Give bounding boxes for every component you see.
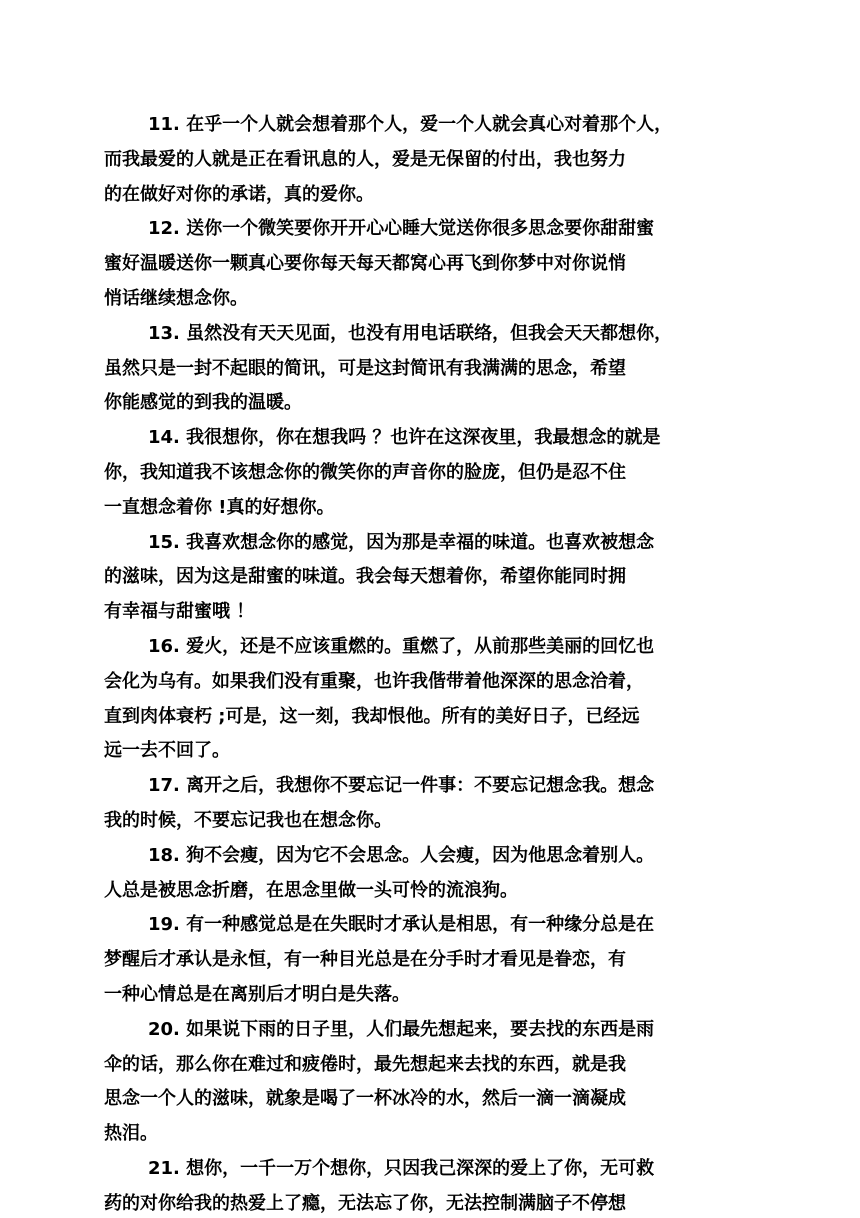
- paragraph-number: 11.: [148, 114, 180, 135]
- paragraph-line: [104, 247, 704, 282]
- paragraph-line: [104, 804, 704, 839]
- paragraph: [104, 1013, 704, 1152]
- paragraph: [104, 526, 704, 630]
- line-text: 我喜欢想念你的感觉，因为那是幸福的味道。也喜欢被想念: [186, 531, 655, 553]
- article-body: [104, 108, 704, 1218]
- line-text: 在乎一个人就会想着那个人，爱一个人就会真心对着那个人，: [186, 114, 673, 135]
- line-text: 的滋味，因为这是甜蜜的味道。我会每天想着你，希望你能同时拥: [104, 566, 626, 588]
- paragraph-first-line: [104, 108, 704, 143]
- paragraph-line: [104, 1048, 704, 1083]
- paragraph: [104, 1152, 704, 1218]
- paragraph-line: [104, 978, 704, 1013]
- paragraph: [104, 630, 704, 769]
- paragraph: [104, 908, 704, 1012]
- paragraph-first-line: [104, 526, 704, 561]
- paragraph-line: [104, 874, 704, 909]
- paragraph-line: [104, 700, 704, 735]
- line-text: 一种心情总是在离别后才明白是失落。: [104, 983, 410, 1005]
- paragraph: [104, 317, 704, 421]
- line-text: 伞的话，那么你在难过和疲倦时，最先想起来去找的东西，就是我: [104, 1053, 626, 1075]
- line-text: 离开之后，我想你不要忘记一件事：不要忘记想念我。想念: [186, 775, 655, 797]
- paragraph-first-line: [104, 769, 704, 804]
- line-text: 一直想念着你 !真的好想你。: [104, 496, 335, 518]
- line-text: 热泪。: [104, 1123, 158, 1145]
- paragraph-number: 13.: [148, 322, 180, 344]
- line-text: 虽然没有天天见面，也没有用电话联络，但我会天天都想你，: [186, 322, 673, 344]
- paragraph: [104, 108, 704, 212]
- line-text: 悄话继续想念你。: [104, 287, 248, 309]
- paragraph: [104, 769, 704, 839]
- paragraph-line: [104, 943, 704, 978]
- line-text: 蜜好温暖送你一颗真心要你每天每天都窝心再飞到你梦中对你说悄: [104, 253, 626, 275]
- line-text: 送你一个微笑要你开开心心睡大觉送你很多思念要你甜甜蜜: [186, 218, 655, 240]
- line-text: 有一种感觉总是在失眠时才承认是相思，有一种缘分总是在: [186, 914, 655, 936]
- paragraph-line: [104, 734, 704, 769]
- paragraph-first-line: [104, 421, 704, 456]
- line-text: 的在做好对你的承诺，真的爱你。: [104, 183, 374, 205]
- line-text: 如果说下雨的日子里，人们最先想起来，要去找的东西是雨: [186, 1018, 655, 1040]
- paragraph: [104, 839, 704, 909]
- paragraph-line: [104, 665, 704, 700]
- line-text: 有幸福与甜蜜哦 ！: [104, 601, 255, 623]
- paragraph-first-line: [104, 317, 704, 352]
- line-text: 你能感觉的到我的温暖。: [104, 392, 302, 414]
- paragraph-number: 17.: [148, 775, 180, 797]
- paragraph: [104, 212, 704, 316]
- paragraph-line: [104, 178, 704, 213]
- paragraph-line: [104, 1187, 704, 1218]
- paragraph-first-line: [104, 839, 704, 874]
- paragraph-first-line: [104, 630, 704, 665]
- paragraph-line: [104, 386, 704, 421]
- paragraph-number: 15.: [148, 531, 180, 553]
- line-text: 会化为乌有。如果我们没有重聚，也许我偕带着他深深的思念洽着，: [104, 670, 644, 692]
- line-text: 药的对你给我的热爱上了瘾，无法忘了你，无法控制满脑子不停想: [104, 1192, 626, 1214]
- paragraph-line: [104, 1117, 704, 1152]
- paragraph-number: 16.: [148, 635, 180, 657]
- line-text: 你，我知道我不该想念你的微笑你的声音你的脸庞，但仍是忍不住: [104, 461, 626, 483]
- line-text: 狗不会瘦，因为它不会思念。人会瘦，因为他思念着别人。: [186, 844, 655, 866]
- line-text: 我的时候，不要忘记我也在想念你。: [104, 809, 392, 831]
- paragraph-line: [104, 560, 704, 595]
- paragraph-number: 12.: [148, 218, 180, 240]
- line-text: 我很想你，你在想我吗 ？也许在这深夜里，我最想念的就是: [186, 427, 661, 449]
- paragraph-first-line: [104, 1152, 704, 1187]
- line-text: 梦醒后才承认是永恒，有一种目光总是在分手时才看见是眷恋，有: [104, 949, 626, 971]
- line-text: 虽然只是一封不起眼的简讯，可是这封简讯有我满满的思念，希望: [104, 357, 626, 379]
- paragraph-line: [104, 352, 704, 387]
- paragraph-number: 18.: [148, 844, 180, 866]
- paragraph-first-line: [104, 908, 704, 943]
- paragraph-line: [104, 456, 704, 491]
- paragraph-number: 20.: [148, 1018, 180, 1040]
- line-text: 远一去不回了。: [104, 740, 230, 762]
- paragraph-line: [104, 491, 704, 526]
- paragraph-line: [104, 1082, 704, 1117]
- line-text: 想你，一千一万个想你，只因我己深深的爱上了你，无可救: [186, 1157, 655, 1179]
- line-text: 直到肉体衰朽 ;可是，这一刻，我却恨他。所有的美好日子，已经远: [104, 705, 640, 727]
- paragraph-first-line: [104, 1013, 704, 1048]
- line-text: 思念一个人的滋味，就象是喝了一杯冰冷的水，然后一滴一滴凝成: [104, 1088, 626, 1110]
- line-text: 人总是被思念折磨，在思念里做一头可怜的流浪狗。: [104, 879, 518, 901]
- paragraph-first-line: [104, 212, 704, 247]
- line-text: 爱火，还是不应该重燃的。重燃了，从前那些美丽的回忆也: [186, 635, 655, 657]
- paragraph-line: [104, 282, 704, 317]
- paragraph-number: 21.: [148, 1157, 180, 1179]
- paragraph-number: 14.: [148, 427, 180, 449]
- paragraph-line: [104, 143, 704, 178]
- paragraph: [104, 421, 704, 525]
- line-text: 而我最爱的人就是正在看讯息的人，爱是无保留的付出，我也努力: [104, 148, 626, 170]
- paragraph-line: [104, 595, 704, 630]
- paragraph-number: 19.: [148, 914, 180, 936]
